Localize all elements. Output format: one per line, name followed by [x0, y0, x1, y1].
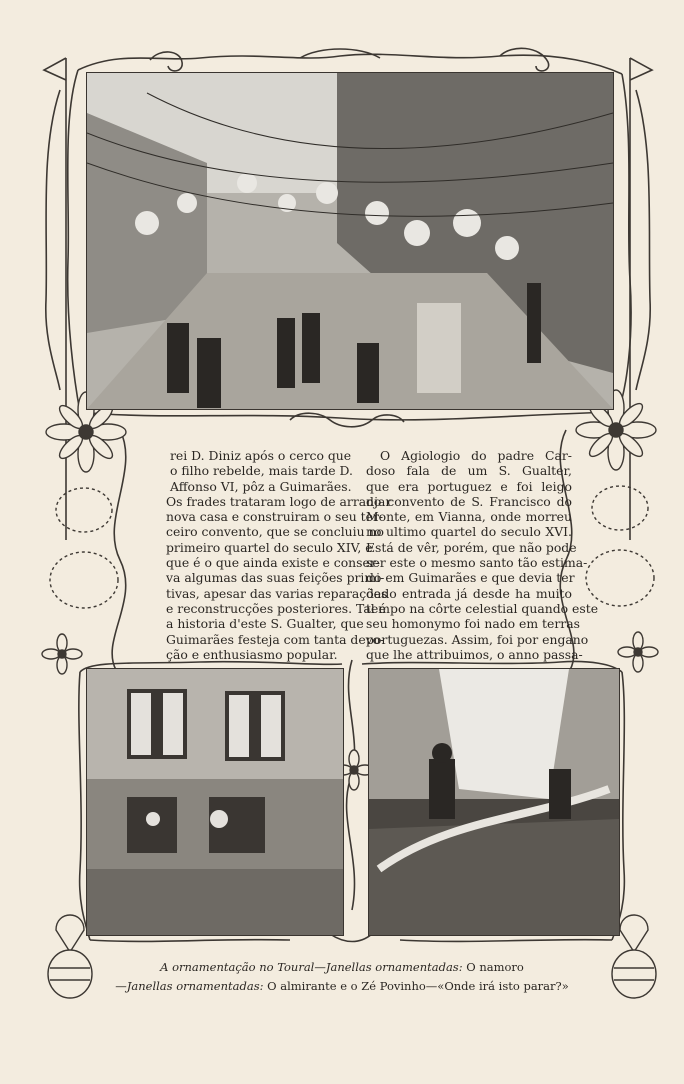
- text-line-inner: O Agiologio do padre Car-: [380, 448, 572, 463]
- text-line: o filho rebelde, mais tarde D.: [170, 463, 353, 479]
- text-line: Guimarães festeja com tanta devo-: [166, 631, 385, 647]
- caption-plain-2: O almirante e o Zé Povinho—«Onde irá isto parar?»: [263, 979, 569, 993]
- text-line: portuguezas. Assim, foi por engano: [366, 631, 589, 647]
- caption-plain-1: O namoro: [462, 960, 524, 974]
- figure-caption: [40, 958, 644, 996]
- text-line: Os frades trataram logo de arranjar: [166, 493, 392, 509]
- text-line: no ultimo quartel do seculo XVI.: [366, 524, 572, 540]
- text-line: Está de vêr, porém, que não pode: [366, 539, 577, 555]
- caption-italic-1: A ornamentação no Toural—Janellas ornamentadas:: [160, 960, 463, 974]
- text-line: que é o que ainda existe e conser-: [166, 555, 380, 571]
- text-line: a historia d'este S. Gualter, que: [166, 616, 364, 632]
- text-line: do em Guimarães e que devia ter: [366, 570, 575, 586]
- text-line: rei D. Diniz após o cerco que: [170, 448, 352, 463]
- text-line: tivas, apesar das varias reparações: [166, 585, 388, 601]
- text-line: va algumas das suas feições primi-: [166, 570, 385, 586]
- text-line: que lhe attribuimos, o anno passa-: [366, 646, 583, 662]
- photo-windows-namoro: [86, 668, 344, 936]
- text-line: que era portuguez e foi leigo: [366, 478, 572, 494]
- text-line: tempo na côrte celestial quando este: [366, 600, 599, 616]
- text-line: [366, 448, 572, 463]
- text-column-right: [366, 448, 599, 662]
- photo-almirante-ze-povinho: [368, 668, 620, 936]
- text-line: primeiro quartel do seculo XIV, e: [166, 539, 373, 555]
- text-line: e reconstrucções posteriores. Tal é: [166, 600, 386, 616]
- text-line: Monte, em Vianna, onde morreu: [366, 509, 572, 525]
- text-line: ser este o mesmo santo tão estima-: [366, 555, 588, 571]
- text-line: nova casa e construiram o seu ter-: [166, 509, 384, 525]
- caption-line-2: [40, 977, 644, 996]
- text-line: doso fala de um S. Gualter,: [366, 463, 572, 479]
- caption-italic-2: —Janellas ornamentadas:: [115, 979, 264, 993]
- photo-street-decorations: [86, 72, 614, 410]
- text-line: ceiro convento, que se concluiu no: [166, 524, 384, 540]
- text-line: seu homonymo foi nado em terras: [366, 616, 580, 632]
- text-column-left: [40, 448, 392, 662]
- text-line: do convento de S. Francisco do: [366, 493, 572, 509]
- caption-line-1: [40, 958, 644, 977]
- text-line: ção e enthusiasmo popular.: [166, 646, 338, 662]
- text-line: dado entrada já desde ha muito: [366, 585, 572, 601]
- text-line: Affonso VI, pôz a Guimarães.: [170, 478, 352, 494]
